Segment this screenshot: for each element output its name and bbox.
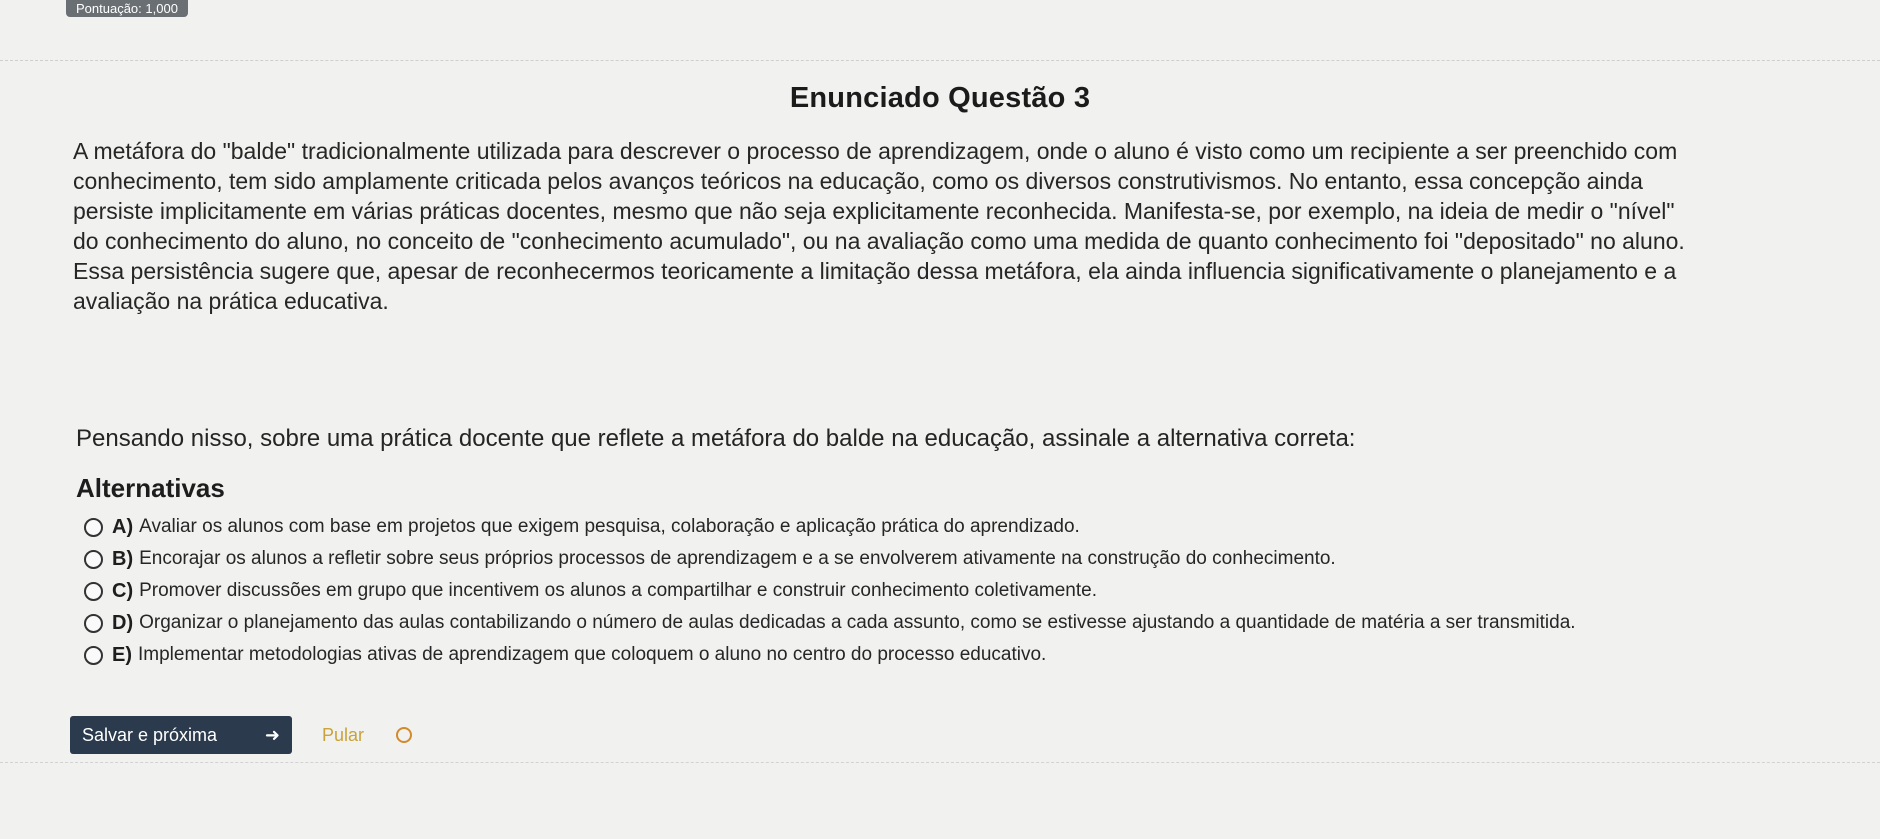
radio-button[interactable] bbox=[84, 646, 103, 665]
option-c[interactable] bbox=[84, 575, 1864, 607]
save-and-next-button[interactable] bbox=[70, 716, 292, 754]
radio-button[interactable] bbox=[84, 518, 103, 537]
statement-line: do conhecimento do aluno, no conceito de "conhecimento acumulado", ou na avaliação como uma medida de quanto conhecimento foi "depositado" no aluno. bbox=[73, 228, 1685, 254]
question-statement bbox=[73, 136, 1863, 316]
option-e[interactable] bbox=[84, 639, 1864, 671]
question-title: Enunciado Questão 3 bbox=[789, 82, 1091, 114]
option-b[interactable] bbox=[84, 543, 1864, 575]
option-d[interactable] bbox=[84, 607, 1864, 639]
arrow-right-icon: ➜ bbox=[264, 724, 280, 745]
skip-button[interactable] bbox=[312, 716, 422, 754]
option-letter: B) bbox=[112, 547, 134, 570]
option-letter: D) bbox=[112, 611, 134, 634]
alternatives-list bbox=[84, 511, 1864, 671]
clock-icon bbox=[396, 727, 412, 743]
divider bbox=[0, 762, 1880, 763]
radio-button[interactable] bbox=[84, 550, 103, 569]
radio-button[interactable] bbox=[84, 614, 103, 633]
option-text: Encorajar os alunos a refletir sobre seus próprios processos de aprendizagem e a se envolverem ativamente na construção do conhecimento. bbox=[139, 548, 1336, 569]
alternatives-heading: Alternativas bbox=[76, 473, 225, 503]
option-text: Promover discussões em grupo que incentivem os alunos a compartilhar e construir conhecimento coletivamente. bbox=[139, 580, 1097, 601]
save-button-label: Salvar e próxima bbox=[82, 724, 218, 745]
option-text: Avaliar os alunos com base em projetos que exigem pesquisa, colaboração e aplicação prática do aprendizado. bbox=[139, 516, 1080, 537]
statement-line: persiste implicitamente em várias práticas docentes, mesmo que não seja explicitamente reconhecida. Manifesta-se, por exemplo, na ideia de medir o "nível" bbox=[73, 198, 1675, 224]
option-letter: E) bbox=[112, 643, 132, 666]
statement-line: conhecimento, tem sido amplamente criticada pelos avanços teóricos na educação, como os diversos construtivismos. No entanto, essa concepção ainda bbox=[73, 168, 1643, 194]
option-letter: C) bbox=[112, 579, 134, 602]
divider bbox=[0, 60, 1880, 61]
question-prompt: Pensando nisso, sobre uma prática docente que reflete a metáfora do balde na educação, assinale a alternativa correta: bbox=[76, 425, 1356, 452]
top-bar bbox=[0, 0, 1880, 20]
statement-line: avaliação na prática educativa. bbox=[73, 288, 389, 314]
statement-line: A metáfora do "balde" tradicionalmente utilizada para descrever o processo de aprendizagem, onde o aluno é visto como um recipiente a ser preenchido com bbox=[73, 138, 1678, 164]
score-badge: Pontuação: 1,000 bbox=[66, 0, 188, 17]
option-text: Implementar metodologias ativas de aprendizagem que coloquem o aluno no centro do processo educativo. bbox=[138, 644, 1047, 665]
option-text: Organizar o planejamento das aulas contabilizando o número de aulas dedicadas a cada assunto, como se estivesse ajustando a quantidade de matéria a ser transmitida. bbox=[139, 612, 1576, 633]
option-letter: A) bbox=[112, 515, 134, 538]
skip-button-label: Pular bbox=[322, 724, 365, 745]
action-bar bbox=[70, 715, 422, 755]
statement-line: Essa persistência sugere que, apesar de reconhecermos teoricamente a limitação dessa metáfora, ela ainda influencia significativamente o planejamento e a bbox=[73, 258, 1677, 284]
option-a[interactable] bbox=[84, 511, 1864, 543]
radio-button[interactable] bbox=[84, 582, 103, 601]
